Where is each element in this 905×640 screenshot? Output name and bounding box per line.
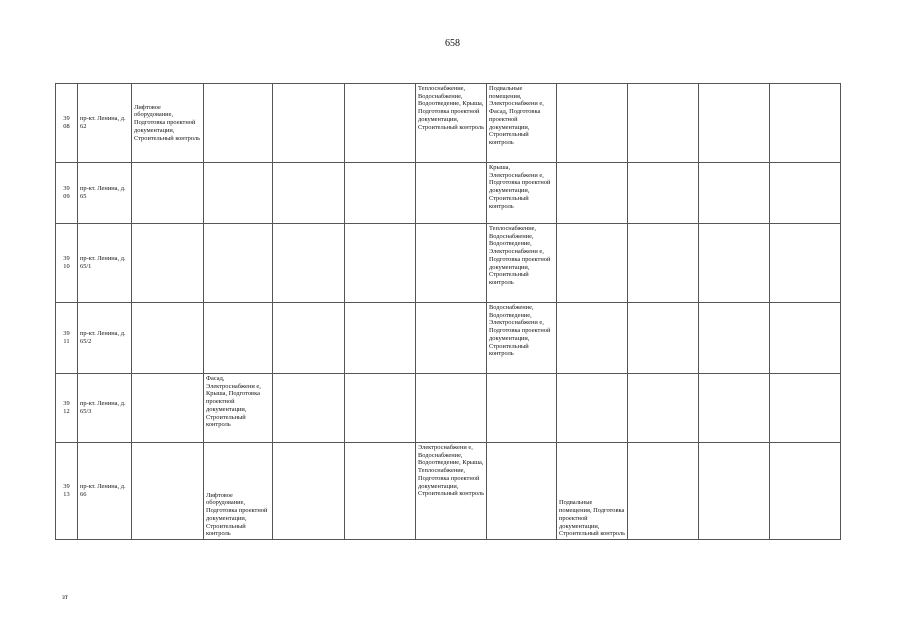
work-cell — [557, 303, 628, 374]
work-cell — [699, 163, 770, 224]
work-cell — [345, 163, 416, 224]
work-cell — [204, 303, 273, 374]
table-row — [56, 374, 841, 443]
table-row — [56, 224, 841, 303]
work-cell: Теплоснабжение, Водоснабжение, Водоотведение, Электроснабжени е, Подготовка проектной документации, Строительный контроль — [487, 224, 557, 303]
work-cell — [770, 84, 841, 163]
table-row — [56, 84, 841, 163]
address-cell: пр-кт. Ленина, д. 62 — [78, 84, 132, 163]
row-number: 39 08 — [56, 84, 78, 163]
work-cell: Фасад, Электроснабжени е, Крыша, Подготовка проектной документации, Строительный контроль — [204, 374, 273, 443]
work-cell — [273, 374, 345, 443]
work-cell — [345, 224, 416, 303]
work-cell — [132, 224, 204, 303]
work-cell: Подвальные помещения, Подготовка проектной документации, Строительный контроль — [557, 443, 628, 540]
work-cell — [273, 224, 345, 303]
work-cell — [628, 224, 699, 303]
address-cell: пр-кт. Ленина, д. 65/2 — [78, 303, 132, 374]
work-cell — [557, 224, 628, 303]
footer-mark: зт — [62, 593, 68, 601]
work-cell — [416, 224, 487, 303]
work-cell — [628, 84, 699, 163]
work-cell — [487, 443, 557, 540]
work-cell — [557, 374, 628, 443]
work-cell — [273, 163, 345, 224]
row-number: 39 10 — [56, 224, 78, 303]
page-number: 658 — [445, 38, 460, 49]
work-cell — [416, 303, 487, 374]
work-cell — [628, 303, 699, 374]
work-cell: Подвальные помещения, Электроснабжени е, Фасад, Подготовка проектной документации, Строительный контроль — [487, 84, 557, 163]
work-cell — [557, 84, 628, 163]
work-cell: Лифтовое оборудование, Подготовка проектной документации, Строительный контроль — [132, 84, 204, 163]
work-cell — [204, 84, 273, 163]
work-cell — [699, 374, 770, 443]
table-row — [56, 303, 841, 374]
table-row — [56, 443, 841, 540]
table-row — [56, 163, 841, 224]
address-cell: пр-кт. Ленина, д. 65 — [78, 163, 132, 224]
work-cell — [699, 303, 770, 374]
work-cell — [132, 374, 204, 443]
work-cell — [628, 443, 699, 540]
address-cell: пр-кт. Ленина, д. 65/1 — [78, 224, 132, 303]
work-cell — [770, 224, 841, 303]
work-cell — [345, 443, 416, 540]
work-cell — [770, 163, 841, 224]
work-cell — [487, 374, 557, 443]
work-cell — [557, 163, 628, 224]
work-cell — [416, 163, 487, 224]
work-cell — [345, 303, 416, 374]
work-cell — [699, 224, 770, 303]
repair-schedule-table — [55, 83, 841, 540]
work-cell: Электроснабжени е, Водоснабжение, Водоотведение, Крыша, Теплоснабжение, Подготовка проектной документации, Строительный контроль — [416, 443, 487, 540]
work-cell — [699, 84, 770, 163]
work-cell — [273, 84, 345, 163]
work-cell — [628, 163, 699, 224]
work-cell: Водоснабжение, Водоотведение, Электроснабжени е, Подготовка проектной документации, Строительный контроль — [487, 303, 557, 374]
work-cell — [416, 374, 487, 443]
work-cell: Крыша, Электроснабжени е, Подготовка проектной документации, Строительный контроль — [487, 163, 557, 224]
row-number: 39 11 — [56, 303, 78, 374]
work-cell — [132, 303, 204, 374]
work-cell: Теплоснабжение, Водоснабжение, Водоотведение, Крыша, Подготовка проектной документации, Строительный контроль — [416, 84, 487, 163]
work-cell — [204, 163, 273, 224]
work-cell — [132, 163, 204, 224]
work-cell: Лифтовое оборудование, Подготовка проектной документации, Строительный контроль — [204, 443, 273, 540]
row-number: 39 13 — [56, 443, 78, 540]
work-cell — [770, 303, 841, 374]
work-cell — [345, 84, 416, 163]
work-cell — [770, 443, 841, 540]
work-cell — [345, 374, 416, 443]
address-cell: пр-кт. Ленина, д. 66 — [78, 443, 132, 540]
row-number: 39 12 — [56, 374, 78, 443]
work-cell — [770, 374, 841, 443]
row-number: 39 09 — [56, 163, 78, 224]
work-cell — [204, 224, 273, 303]
work-cell — [273, 443, 345, 540]
work-cell — [132, 443, 204, 540]
work-cell — [699, 443, 770, 540]
address-cell: пр-кт. Ленина, д. 65/3 — [78, 374, 132, 443]
work-cell — [273, 303, 345, 374]
work-cell — [628, 374, 699, 443]
